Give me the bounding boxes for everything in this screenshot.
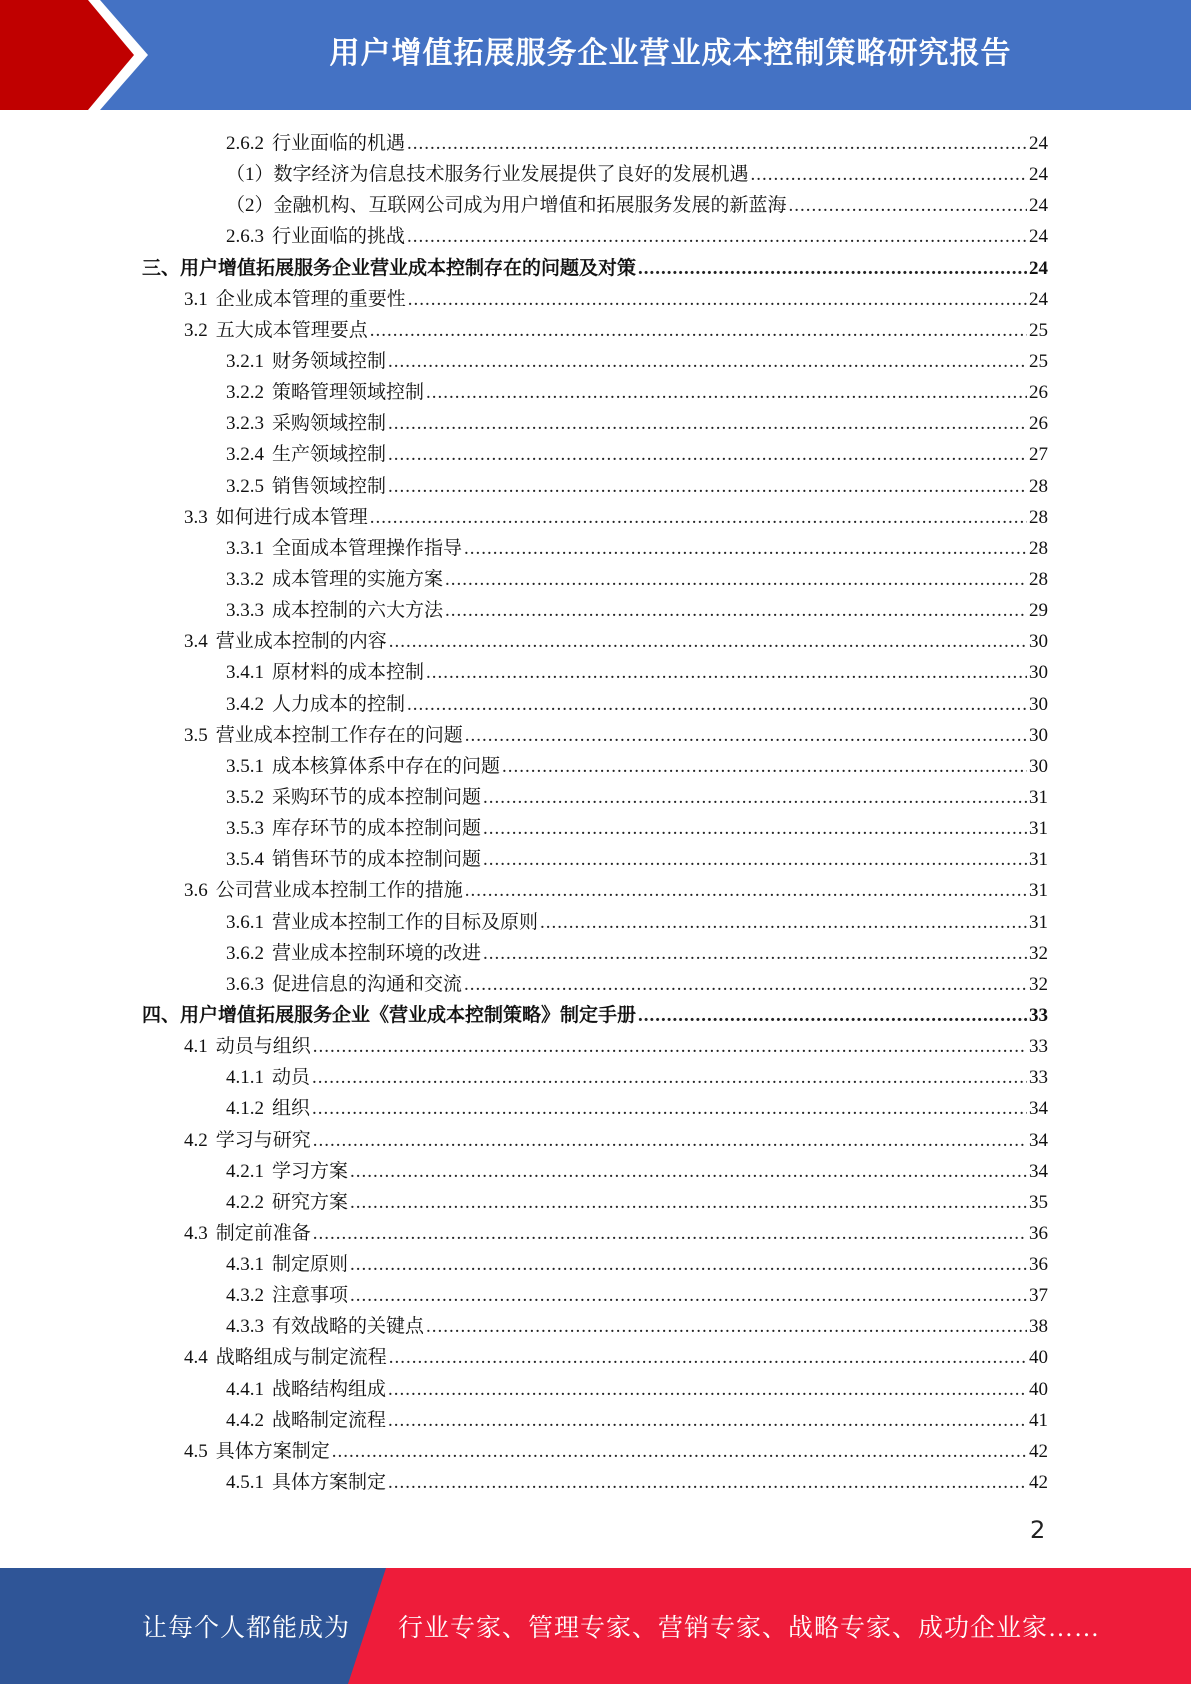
toc-entry-page: 26 — [1029, 382, 1048, 404]
toc-leader-dots — [388, 408, 1027, 439]
toc-entry-title: 行业面临的挑战 — [272, 226, 406, 248]
toc-entry-page: 36 — [1029, 1254, 1048, 1276]
toc-entry-page: 25 — [1029, 319, 1048, 341]
toc-entry-number: 2.6.2 — [226, 133, 264, 154]
toc-leader-dots — [388, 471, 1027, 502]
toc-entry-number: 4.1.2 — [226, 1098, 264, 1120]
toc-entry[interactable] — [142, 221, 1048, 252]
toc-entry[interactable] — [142, 875, 1048, 906]
toc-entry-title: 组织 — [272, 1098, 311, 1120]
toc-leader-dots — [313, 1125, 1027, 1156]
toc-leader-dots — [350, 1187, 1027, 1218]
toc-entry-number: 3.3 — [184, 506, 208, 528]
toc-entry-title: （1）数字经济为信息技术服务行业发展提供了良好的发展机遇 — [226, 164, 749, 186]
footer-slogan-left: 让每个人都能成为 — [142, 1615, 351, 1642]
toc-entry-title: 研究方案 — [272, 1191, 349, 1213]
toc-entry-page: 33 — [1029, 1004, 1048, 1026]
toc-entry-number: 3.5.3 — [226, 818, 264, 840]
toc-entry-title: 学习方案 — [272, 1160, 349, 1182]
toc-leader-dots — [312, 1093, 1027, 1124]
toc-entry[interactable] — [142, 471, 1048, 502]
toc-entry[interactable] — [142, 128, 1048, 159]
toc-entry-title: 制定原则 — [272, 1254, 349, 1276]
toc-leader-dots — [445, 595, 1027, 626]
toc-leader-dots — [789, 190, 1027, 221]
toc-leader-dots — [388, 346, 1027, 377]
toc-entry-title: 全面成本管理操作指导 — [272, 537, 463, 559]
toc-entry-number: 2.6.3 — [226, 226, 264, 248]
toc-entry-page: 42 — [1029, 1472, 1048, 1494]
toc-entry-page: 30 — [1029, 755, 1048, 777]
toc-entry[interactable] — [142, 1342, 1048, 1373]
toc-entry-title: 原材料的成本控制 — [272, 662, 425, 684]
toc-entry-title: 行业面临的机遇 — [272, 133, 406, 154]
toc-entry-page: 29 — [1029, 600, 1048, 622]
toc-leader-dots — [445, 564, 1027, 595]
toc-leader-dots — [407, 128, 1027, 159]
toc-entry-page: 31 — [1029, 911, 1048, 933]
toc-entry-number: 4.4.1 — [226, 1378, 264, 1400]
toc-entry[interactable] — [142, 377, 1048, 408]
toc-entry[interactable] — [142, 626, 1048, 657]
toc-entry-title: 动员与组织 — [215, 1036, 311, 1058]
toc-entry[interactable] — [142, 1280, 1048, 1311]
toc-leader-dots — [483, 813, 1027, 844]
toc-entry[interactable] — [142, 1405, 1048, 1436]
table-of-contents — [142, 128, 1048, 1498]
toc-entry[interactable] — [142, 408, 1048, 439]
toc-entry-title: 促进信息的沟通和交流 — [272, 973, 463, 995]
toc-leader-dots — [350, 1249, 1027, 1280]
toc-entry[interactable] — [142, 315, 1048, 346]
toc-entry-page: 33 — [1029, 1036, 1048, 1058]
toc-leader-dots — [370, 502, 1027, 533]
toc-leader-dots — [388, 1467, 1027, 1498]
toc-leader-dots — [465, 875, 1027, 906]
toc-leader-dots — [464, 533, 1027, 564]
toc-entry-number: 3.2.4 — [226, 444, 264, 466]
toc-entry[interactable] — [142, 938, 1048, 969]
toc-entry-title: 人力成本的控制 — [272, 693, 406, 715]
toc-entry-page: 24 — [1029, 288, 1048, 310]
toc-entry[interactable] — [142, 969, 1048, 1000]
toc-entry[interactable] — [142, 1374, 1048, 1405]
toc-entry[interactable] — [142, 907, 1048, 938]
toc-leader-dots — [502, 751, 1027, 782]
toc-entry-title: 动员 — [272, 1067, 311, 1089]
toc-entry-number: 3.6.1 — [226, 911, 264, 933]
toc-entry-number: 4.2.2 — [226, 1191, 264, 1213]
toc-entry-title: 财务领域控制 — [272, 350, 387, 372]
toc-entry-page: 24 — [1029, 164, 1048, 186]
toc-entry-page: 24 — [1029, 133, 1048, 154]
toc-leader-dots — [426, 1311, 1027, 1342]
toc-entry[interactable] — [142, 1218, 1048, 1249]
toc-entry-page: 24 — [1029, 257, 1048, 279]
toc-entry[interactable] — [142, 1093, 1048, 1124]
toc-entry-title: 如何进行成本管理 — [215, 506, 368, 528]
toc-leader-dots — [388, 1374, 1027, 1405]
toc-entry-title: 销售环节的成本控制问题 — [272, 849, 482, 871]
toc-entry[interactable] — [142, 1436, 1048, 1467]
toc-entry-number: 4.4.2 — [226, 1409, 264, 1431]
toc-entry-title: 营业成本控制环境的改进 — [272, 942, 482, 964]
toc-entry-number: 3.5.2 — [226, 786, 264, 808]
toc-entry-title: （2）金融机构、互联网公司成为用户增值和拓展服务发展的新蓝海 — [226, 195, 787, 217]
toc-entry-title: 采购领域控制 — [272, 413, 387, 435]
toc-entry-title: 五大成本管理要点 — [215, 319, 368, 341]
toc-entry[interactable] — [142, 844, 1048, 875]
toc-entry[interactable] — [142, 346, 1048, 377]
header-title: 用户增值拓展服务企业营业成本控制策略研究报告 — [329, 36, 1012, 71]
toc-entry-page: 41 — [1029, 1409, 1048, 1431]
toc-entry[interactable] — [142, 1311, 1048, 1342]
toc-entry-title: 采购环节的成本控制问题 — [272, 786, 482, 808]
toc-leader-dots — [464, 969, 1027, 1000]
toc-entry-number: 3.3.2 — [226, 568, 264, 590]
toc-entry-page: 32 — [1029, 973, 1048, 995]
toc-entry-title: 生产领域控制 — [272, 444, 387, 466]
toc-entry-page: 30 — [1029, 662, 1048, 684]
toc-entry-title: 学习与研究 — [215, 1129, 311, 1151]
toc-entry-page: 38 — [1029, 1316, 1048, 1338]
toc-entry-page: 34 — [1029, 1098, 1048, 1120]
toc-entry-page: 28 — [1029, 506, 1048, 528]
toc-entry[interactable] — [142, 253, 1048, 284]
toc-entry-page: 31 — [1029, 849, 1048, 871]
toc-entry-title: 成本管理的实施方案 — [272, 568, 444, 590]
toc-entry-title: 战略制定流程 — [272, 1409, 387, 1431]
toc-entry-number: 4.3.2 — [226, 1285, 264, 1307]
toc-leader-dots — [426, 377, 1027, 408]
toc-leader-dots — [388, 1405, 1027, 1436]
page-footer — [0, 1568, 1191, 1684]
toc-leader-dots — [483, 782, 1027, 813]
toc-entry[interactable] — [142, 1000, 1048, 1031]
toc-entry-page: 32 — [1029, 942, 1048, 964]
toc-entry[interactable] — [142, 1062, 1048, 1093]
toc-entry[interactable] — [142, 813, 1048, 844]
toc-entry-number: 4.5 — [184, 1440, 208, 1462]
toc-entry-number: 4.1.1 — [226, 1067, 264, 1089]
toc-leader-dots — [388, 439, 1027, 470]
toc-leader-dots — [350, 1280, 1027, 1311]
toc-leader-dots — [638, 253, 1027, 284]
toc-entry-page: 33 — [1029, 1067, 1048, 1089]
toc-entry[interactable] — [142, 190, 1048, 221]
toc-entry-page: 34 — [1029, 1129, 1048, 1151]
toc-entry-number: 3.3.3 — [226, 600, 264, 622]
toc-leader-dots — [313, 1031, 1027, 1062]
toc-entry[interactable] — [142, 439, 1048, 470]
toc-entry-number: 4.4 — [184, 1347, 208, 1369]
toc-leader-dots — [540, 907, 1027, 938]
toc-entry[interactable] — [142, 1125, 1048, 1156]
toc-entry-number: 4.1 — [184, 1036, 208, 1058]
toc-entry-number: 4.3.3 — [226, 1316, 264, 1338]
toc-entry-number: 3.2.1 — [226, 350, 264, 372]
toc-entry-title: 三、用户增值拓展服务企业营业成本控制存在的问题及对策 — [142, 257, 637, 279]
toc-entry[interactable] — [142, 1031, 1048, 1062]
toc-entry-number: 3.4 — [184, 631, 208, 653]
toc-entry[interactable] — [142, 284, 1048, 315]
toc-entry-page: 28 — [1029, 475, 1048, 497]
toc-entry-title: 成本核算体系中存在的问题 — [272, 755, 501, 777]
toc-leader-dots — [370, 315, 1027, 346]
toc-leader-dots — [332, 1436, 1027, 1467]
toc-leader-dots — [389, 626, 1027, 657]
page-header — [0, 0, 1191, 110]
toc-entry-number: 4.5.1 — [226, 1472, 264, 1494]
toc-entry-number: 3.2.3 — [226, 413, 264, 435]
toc-entry-page: 27 — [1029, 444, 1048, 466]
toc-entry[interactable] — [142, 657, 1048, 688]
toc-entry-title: 销售领域控制 — [272, 475, 387, 497]
toc-leader-dots — [407, 221, 1027, 252]
toc-entry-page: 31 — [1029, 818, 1048, 840]
toc-leader-dots — [483, 938, 1027, 969]
toc-entry-number: 3.1 — [184, 288, 208, 310]
toc-entry-page: 35 — [1029, 1191, 1048, 1213]
toc-entry-page: 30 — [1029, 724, 1048, 746]
toc-entry[interactable] — [142, 595, 1048, 626]
toc-entry-title: 四、用户增值拓展服务企业《营业成本控制策略》制定手册 — [142, 1004, 637, 1026]
toc-entry-title: 具体方案制定 — [272, 1472, 387, 1494]
toc-entry-number: 3.2.5 — [226, 475, 264, 497]
toc-entry[interactable] — [142, 1187, 1048, 1218]
toc-leader-dots — [408, 284, 1027, 315]
toc-leader-dots — [751, 159, 1027, 190]
header-arrow-decoration — [0, 0, 160, 110]
toc-leader-dots — [350, 1156, 1027, 1187]
toc-entry-title: 有效战略的关键点 — [272, 1316, 425, 1338]
toc-entry-page: 25 — [1029, 350, 1048, 372]
toc-entry-title: 企业成本管理的重要性 — [215, 288, 406, 310]
toc-entry-number: 3.5.4 — [226, 849, 264, 871]
toc-entry-title: 注意事项 — [272, 1285, 349, 1307]
toc-entry[interactable] — [142, 751, 1048, 782]
toc-entry[interactable] — [142, 159, 1048, 190]
toc-entry-page: 36 — [1029, 1222, 1048, 1244]
toc-entry-number: 4.2 — [184, 1129, 208, 1151]
toc-entry[interactable] — [142, 689, 1048, 720]
toc-leader-dots — [313, 1218, 1027, 1249]
toc-entry-title: 营业成本控制工作的目标及原则 — [272, 911, 539, 933]
toc-entry-number: 3.5 — [184, 724, 208, 746]
toc-entry-title: 库存环节的成本控制问题 — [272, 818, 482, 840]
toc-entry-number: 3.5.1 — [226, 755, 264, 777]
toc-entry-page: 34 — [1029, 1160, 1048, 1182]
toc-leader-dots — [312, 1062, 1027, 1093]
toc-leader-dots — [483, 844, 1027, 875]
toc-entry-page: 42 — [1029, 1440, 1048, 1462]
toc-entry-page: 40 — [1029, 1347, 1048, 1369]
toc-entry[interactable] — [142, 533, 1048, 564]
toc-entry-title: 制定前准备 — [215, 1222, 311, 1244]
toc-entry-number: 3.4.1 — [226, 662, 264, 684]
toc-entry-number: 3.2 — [184, 319, 208, 341]
toc-leader-dots — [638, 1000, 1027, 1031]
toc-entry[interactable] — [142, 720, 1048, 751]
toc-entry-number: 3.4.2 — [226, 693, 264, 715]
toc-entry-title: 策略管理领域控制 — [272, 382, 425, 404]
toc-entry-title: 营业成本控制工作存在的问题 — [215, 724, 463, 746]
toc-entry-number: 3.6 — [184, 880, 208, 902]
toc-entry[interactable] — [142, 502, 1048, 533]
toc-leader-dots — [407, 689, 1027, 720]
toc-entry[interactable] — [142, 782, 1048, 813]
toc-entry-page: 31 — [1029, 880, 1048, 902]
toc-entry-page: 30 — [1029, 631, 1048, 653]
toc-entry-number: 4.3.1 — [226, 1254, 264, 1276]
toc-entry-page: 30 — [1029, 693, 1048, 715]
toc-entry-number: 3.6.2 — [226, 942, 264, 964]
toc-entry-page: 37 — [1029, 1285, 1048, 1307]
toc-entry-number: 3.2.2 — [226, 382, 264, 404]
footer-slogan-right: 行业专家、管理专家、营销专家、战略专家、成功企业家…… — [398, 1615, 1101, 1642]
toc-entry-title: 公司营业成本控制工作的措施 — [215, 880, 463, 902]
toc-entry-number: 3.3.1 — [226, 537, 264, 559]
toc-entry-number: 4.3 — [184, 1222, 208, 1244]
toc-entry-title: 营业成本控制的内容 — [215, 631, 387, 653]
toc-leader-dots — [426, 657, 1027, 688]
toc-entry[interactable] — [142, 564, 1048, 595]
toc-entry-title: 战略结构组成 — [272, 1378, 387, 1400]
toc-entry-page: 26 — [1029, 413, 1048, 435]
toc-entry[interactable] — [142, 1156, 1048, 1187]
toc-entry-title: 成本控制的六大方法 — [272, 600, 444, 622]
toc-entry-number: 3.6.3 — [226, 973, 264, 995]
toc-entry-number: 4.2.1 — [226, 1160, 264, 1182]
toc-entry-page: 28 — [1029, 537, 1048, 559]
toc-entry-page: 24 — [1029, 195, 1048, 217]
page-number: 2 — [1030, 1516, 1046, 1544]
toc-entry-title: 具体方案制定 — [215, 1440, 330, 1462]
toc-leader-dots — [465, 720, 1027, 751]
toc-entry-page: 31 — [1029, 786, 1048, 808]
toc-entry[interactable] — [142, 1467, 1048, 1498]
toc-entry[interactable] — [142, 1249, 1048, 1280]
toc-entry-page: 40 — [1029, 1378, 1048, 1400]
toc-entry-page: 24 — [1029, 226, 1048, 248]
toc-entry-page: 28 — [1029, 568, 1048, 590]
toc-leader-dots — [389, 1342, 1027, 1373]
toc-entry-title: 战略组成与制定流程 — [215, 1347, 387, 1369]
